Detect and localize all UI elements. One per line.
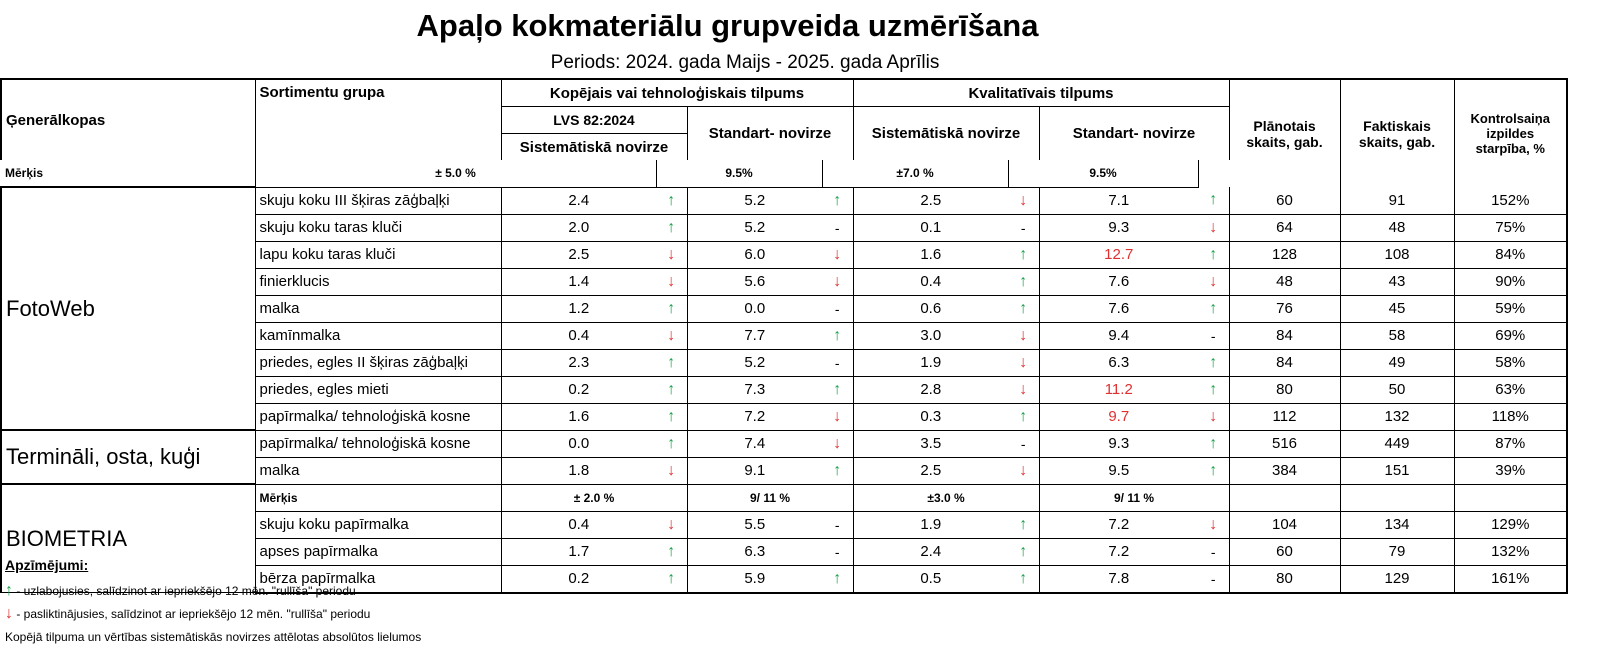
arrow-up-icon: ↑ (1198, 295, 1229, 322)
assortment-name: lapu koku taras kluči (255, 241, 501, 268)
arrow-down-icon: ↓ (656, 511, 687, 538)
arrow-up-icon: ↑ (1008, 295, 1039, 322)
total-standard-value: 7.4 (687, 430, 822, 457)
arrow-up-icon: ↑ (1008, 241, 1039, 268)
quality-systematic-value: 1.9 (853, 511, 1008, 538)
assortment-name: kamīnmalka (255, 322, 501, 349)
arrow-up-icon: ↑ (1198, 457, 1229, 484)
assortment-name: skuju koku III šķiras zāģbaļķi (255, 187, 501, 214)
target-quality-standard: 9/ 11 % (1039, 484, 1229, 511)
arrow-down-icon: ↓ (656, 322, 687, 349)
actual-count: 48 (1340, 214, 1454, 241)
quality-systematic-value: 3.5 (853, 430, 1008, 457)
assortment-name: skuju koku taras kluči (255, 214, 501, 241)
gap-percent: 161% (1454, 565, 1567, 593)
arrow-up-icon: ↑ (656, 214, 687, 241)
arrow-up-icon: ↑ (1198, 241, 1229, 268)
header-gap: Kontrolsaiņa izpildes starpība, % (1454, 79, 1567, 187)
total-systematic-value: 1.8 (501, 457, 656, 484)
no-change-dash: - (1198, 565, 1229, 593)
arrow-up-icon: ↑ (656, 187, 687, 214)
quality-systematic-value: 2.4 (853, 538, 1008, 565)
total-standard-value: 7.7 (687, 322, 822, 349)
target-label: Mērķis (1, 160, 255, 187)
arrow-up-icon: ↑ (1198, 349, 1229, 376)
total-systematic-value: 0.4 (501, 322, 656, 349)
header-total-volume: Kopējais vai tehnoloģiskais tilpums (501, 79, 853, 107)
arrow-up-icon: ↑ (822, 376, 853, 403)
no-change-dash: - (1198, 322, 1229, 349)
quality-standard-value: 7.1 (1039, 187, 1198, 214)
gap-percent: 90% (1454, 268, 1567, 295)
actual-count: 45 (1340, 295, 1454, 322)
page-title: Apaļo kokmateriālu grupveida uzmērīšana (416, 8, 1039, 43)
total-standard-value: 6.3 (687, 538, 822, 565)
quality-standard-value: 12.7 (1039, 241, 1198, 268)
empty-cell (1229, 484, 1340, 511)
quality-systematic-value: 0.3 (853, 403, 1008, 430)
arrow-up-icon: ↑ (1008, 538, 1039, 565)
arrow-down-icon: ↓ (656, 241, 687, 268)
arrow-up-icon: ↑ (656, 349, 687, 376)
no-change-dash: - (822, 349, 853, 376)
total-standard-value: 5.2 (687, 187, 822, 214)
period-subtitle: Periods: 2024. gada Maijs - 2025. gada Aprīlis (550, 52, 940, 73)
arrow-down-icon: ↓ (822, 430, 853, 457)
header-quality-volume: Kvalitatīvais tilpums (853, 79, 1229, 107)
gap-percent: 87% (1454, 430, 1567, 457)
arrow-up-icon: ↑ (822, 565, 853, 593)
total-systematic-value: 2.3 (501, 349, 656, 376)
arrow-down-icon: ↓ (822, 403, 853, 430)
total-standard-value: 5.9 (687, 565, 822, 593)
header-actual: Faktiskais skaits, gab. (1340, 79, 1454, 187)
arrow-down-icon: ↓ (1198, 268, 1229, 295)
arrow-up-icon: ↑ (1008, 511, 1039, 538)
gap-percent: 69% (1454, 322, 1567, 349)
planned-count: 128 (1229, 241, 1340, 268)
no-change-dash: - (1198, 538, 1229, 565)
quality-systematic-value: 0.4 (853, 268, 1008, 295)
actual-count: 129 (1340, 565, 1454, 593)
gap-percent: 129% (1454, 511, 1567, 538)
header-quality-systematic: Sistemātiskā novirze (853, 107, 1039, 161)
quality-standard-value: 7.2 (1039, 538, 1198, 565)
quality-systematic-value: 0.6 (853, 295, 1008, 322)
arrow-up-icon: ↑ (1198, 376, 1229, 403)
quality-standard-value: 9.3 (1039, 430, 1198, 457)
target-quality-systematic: ±7.0 % (822, 160, 1008, 187)
header-total-systematic: Sistemātiskā novirze (501, 134, 687, 161)
planned-count: 104 (1229, 511, 1340, 538)
quality-systematic-value: 0.5 (853, 565, 1008, 593)
total-standard-value: 5.2 (687, 349, 822, 376)
total-systematic-value: 0.2 (501, 565, 656, 593)
actual-count: 49 (1340, 349, 1454, 376)
arrow-up-icon: ↑ (1008, 403, 1039, 430)
no-change-dash: - (1008, 430, 1039, 457)
legend-down: ↓ - pasliktinājusies, salīdzinot ar iepriekšējo 12 mēn. "rullīša" periodu (5, 605, 371, 622)
quality-standard-value: 9.7 (1039, 403, 1198, 430)
planned-count: 516 (1229, 430, 1340, 457)
arrow-up-icon: ↑ (822, 457, 853, 484)
arrow-up-icon: ↑ (1008, 268, 1039, 295)
arrow-down-icon: ↓ (1008, 457, 1039, 484)
total-standard-value: 5.6 (687, 268, 822, 295)
arrow-up-icon: ↑ (822, 322, 853, 349)
total-standard-value: 7.3 (687, 376, 822, 403)
total-systematic-value: 0.0 (501, 430, 656, 457)
total-systematic-value: 2.0 (501, 214, 656, 241)
measurement-table (0, 78, 1568, 594)
group-label: BIOMETRIA (1, 484, 255, 593)
actual-count: 449 (1340, 430, 1454, 457)
planned-count: 60 (1229, 187, 1340, 214)
planned-count: 84 (1229, 322, 1340, 349)
header-group: Ģenerālkopas (1, 79, 255, 160)
actual-count: 132 (1340, 403, 1454, 430)
planned-count: 64 (1229, 214, 1340, 241)
header-quality-standard: Standart- novirze (1039, 107, 1229, 161)
empty-cell (1454, 484, 1567, 511)
header-lvs: LVS 82:2024 (501, 107, 687, 134)
total-standard-value: 9.1 (687, 457, 822, 484)
target-total-standard: 9.5% (656, 160, 822, 187)
target-quality-standard: 9.5% (1008, 160, 1198, 187)
gap-percent: 59% (1454, 295, 1567, 322)
quality-systematic-value: 1.9 (853, 349, 1008, 376)
arrow-up-icon: ↑ (656, 295, 687, 322)
arrow-down-icon: ↓ (1008, 322, 1039, 349)
arrow-down-icon: ↓ (1198, 214, 1229, 241)
planned-count: 80 (1229, 565, 1340, 593)
no-change-dash: - (822, 295, 853, 322)
actual-count: 79 (1340, 538, 1454, 565)
arrow-up-icon: ↑ (656, 403, 687, 430)
assortment-name: malka (255, 295, 501, 322)
actual-count: 58 (1340, 322, 1454, 349)
target-total-systematic: ± 5.0 % (255, 160, 656, 187)
arrow-down-icon: ↓ (656, 457, 687, 484)
total-standard-value: 0.0 (687, 295, 822, 322)
arrow-up-icon: ↑ (1008, 565, 1039, 593)
arrow-up-icon: ↑ (1198, 430, 1229, 457)
assortment-name: papīrmalka/ tehnoloģiskā kosne (255, 430, 501, 457)
total-systematic-value: 1.7 (501, 538, 656, 565)
quality-standard-value: 7.8 (1039, 565, 1198, 593)
assortment-name: skuju koku papīrmalka (255, 511, 501, 538)
arrow-down-icon: ↓ (656, 268, 687, 295)
header-total-standard: Standart- novirze (687, 107, 853, 161)
assortment-name: bērza papīrmalka (255, 565, 501, 593)
quality-standard-value: 11.2 (1039, 376, 1198, 403)
no-change-dash: - (1008, 214, 1039, 241)
empty-cell (1340, 484, 1454, 511)
planned-count: 48 (1229, 268, 1340, 295)
assortment-name: apses papīrmalka (255, 538, 501, 565)
total-systematic-value: 0.2 (501, 376, 656, 403)
gap-percent: 84% (1454, 241, 1567, 268)
assortment-name: finierklucis (255, 268, 501, 295)
arrow-up-icon: ↑ (656, 538, 687, 565)
total-systematic-value: 1.4 (501, 268, 656, 295)
planned-count: 80 (1229, 376, 1340, 403)
assortment-name: priedes, egles mieti (255, 376, 501, 403)
target-label: Mērķis (255, 484, 501, 511)
arrow-up-icon: ↑ (1198, 187, 1229, 214)
quality-standard-value: 6.3 (1039, 349, 1198, 376)
total-standard-value: 5.5 (687, 511, 822, 538)
quality-systematic-value: 1.6 (853, 241, 1008, 268)
planned-count: 60 (1229, 538, 1340, 565)
total-standard-value: 7.2 (687, 403, 822, 430)
planned-count: 76 (1229, 295, 1340, 322)
no-change-dash: - (822, 538, 853, 565)
total-systematic-value: 0.4 (501, 511, 656, 538)
quality-systematic-value: 2.5 (853, 457, 1008, 484)
actual-count: 134 (1340, 511, 1454, 538)
no-change-dash: - (822, 214, 853, 241)
quality-systematic-value: 0.1 (853, 214, 1008, 241)
arrow-down-icon: ↓ (1008, 349, 1039, 376)
arrow-down-icon: ↓ (1008, 187, 1039, 214)
quality-systematic-value: 3.0 (853, 322, 1008, 349)
actual-count: 91 (1340, 187, 1454, 214)
legend-note: Kopējā tilpuma un vērtības sistemātiskās novirzes attēlotas absolūtos lielumos (5, 630, 422, 644)
quality-standard-value: 7.6 (1039, 295, 1198, 322)
target-total-standard: 9/ 11 % (687, 484, 853, 511)
gap-percent: 63% (1454, 376, 1567, 403)
quality-standard-value: 7.6 (1039, 268, 1198, 295)
arrow-down-icon: ↓ (1008, 376, 1039, 403)
group-label: FotoWeb (1, 187, 255, 430)
arrow-down-icon: ↓ (1198, 403, 1229, 430)
planned-count: 84 (1229, 349, 1340, 376)
arrow-down-icon: ↓ (822, 268, 853, 295)
quality-systematic-value: 2.8 (853, 376, 1008, 403)
group-label: Termināli, osta, kuģi (1, 430, 255, 484)
total-systematic-value: 2.5 (501, 241, 656, 268)
actual-count: 108 (1340, 241, 1454, 268)
arrow-up-icon: ↑ (656, 430, 687, 457)
gap-percent: 39% (1454, 457, 1567, 484)
arrow-down-icon: ↓ (822, 241, 853, 268)
total-systematic-value: 1.2 (501, 295, 656, 322)
gap-percent: 75% (1454, 214, 1567, 241)
no-change-dash: - (822, 511, 853, 538)
quality-standard-value: 9.4 (1039, 322, 1198, 349)
arrow-up-icon: ↑ (822, 187, 853, 214)
gap-percent: 132% (1454, 538, 1567, 565)
arrow-down-icon: ↓ (5, 605, 13, 622)
arrow-down-icon: ↓ (1198, 511, 1229, 538)
quality-standard-value: 7.2 (1039, 511, 1198, 538)
target-quality-systematic: ±3.0 % (853, 484, 1039, 511)
total-standard-value: 5.2 (687, 214, 822, 241)
total-systematic-value: 2.4 (501, 187, 656, 214)
gap-percent: 58% (1454, 349, 1567, 376)
planned-count: 112 (1229, 403, 1340, 430)
target-total-systematic: ± 2.0 % (501, 484, 687, 511)
quality-standard-value: 9.5 (1039, 457, 1198, 484)
legend-title: Apzīmējumi: (5, 557, 89, 573)
quality-standard-value: 9.3 (1039, 214, 1198, 241)
total-standard-value: 6.0 (687, 241, 822, 268)
arrow-up-icon: ↑ (5, 582, 13, 599)
legend-up: ↑ - uzlabojusies, salīdzinot ar iepriekšējo 12 mēn. "rullīša" periodu (5, 582, 356, 599)
gap-percent: 152% (1454, 187, 1567, 214)
total-systematic-value: 1.6 (501, 403, 656, 430)
quality-systematic-value: 2.5 (853, 187, 1008, 214)
actual-count: 43 (1340, 268, 1454, 295)
gap-percent: 118% (1454, 403, 1567, 430)
assortment-name: papīrmalka/ tehnoloģiskā kosne (255, 403, 501, 430)
header-assortment: Sortimentu grupa (255, 79, 501, 160)
arrow-up-icon: ↑ (656, 565, 687, 593)
actual-count: 50 (1340, 376, 1454, 403)
arrow-up-icon: ↑ (656, 376, 687, 403)
assortment-name: malka (255, 457, 501, 484)
header-planned: Plānotais skaits, gab. (1229, 79, 1340, 187)
actual-count: 151 (1340, 457, 1454, 484)
assortment-name: priedes, egles II šķiras zāģbaļķi (255, 349, 501, 376)
planned-count: 384 (1229, 457, 1340, 484)
